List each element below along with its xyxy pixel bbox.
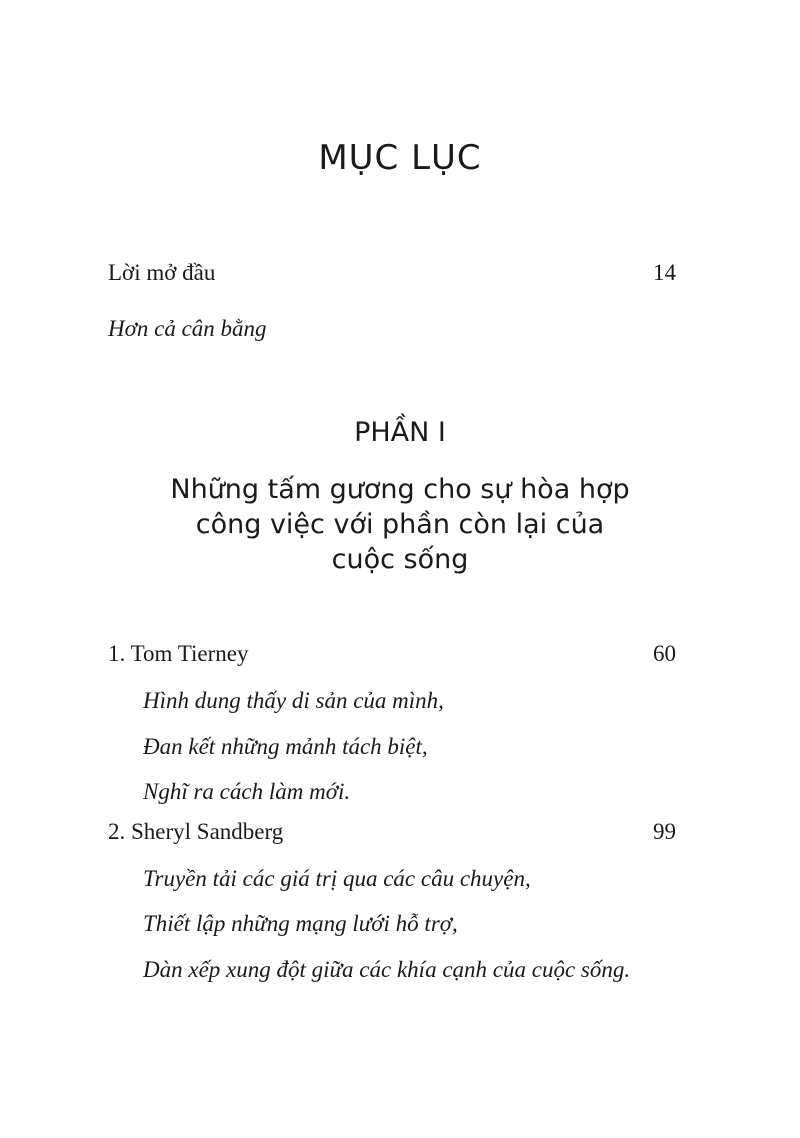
- toc-entry-subtitle: Nghĩ ra cách làm mới.: [143, 779, 351, 804]
- toc-entry-subtitle: Hình dung thấy di sản của mình,: [143, 688, 444, 713]
- toc-entry-page: 14: [653, 260, 676, 285]
- toc-entry-label: 2. Sheryl Sandberg: [108, 819, 284, 844]
- part-title-line: Những tấm gương cho sự hòa hợp: [170, 474, 630, 505]
- toc-entry-label: Lời mở đầu: [108, 260, 216, 285]
- toc-entry-subtitle: Đan kết những mảnh tách biệt,: [143, 734, 428, 759]
- part-title-line: cuộc sống: [331, 544, 469, 575]
- toc-entry-subtitle: Truyền tải các giá trị qua các câu chuyện,: [143, 866, 531, 891]
- toc-entry-chapter-1: [108, 641, 676, 667]
- page-title: MỤC LỤC: [318, 138, 482, 178]
- toc-entry-page: 60: [653, 641, 676, 666]
- toc-entry-subtitle: Hơn cả cân bằng: [108, 316, 267, 341]
- part-title-line: công việc với phần còn lại của: [195, 509, 605, 540]
- toc-entry-chapter-2: [108, 819, 676, 845]
- part-title: [0, 472, 800, 577]
- toc-entry-subtitle: Dàn xếp xung đột giữa các khía cạnh của cuộc sống.: [143, 957, 631, 982]
- toc-entry-subtitle: Thiết lập những mạng lưới hỗ trợ,: [143, 911, 458, 936]
- toc-entry-label: 1. Tom Tierney: [108, 641, 249, 666]
- toc-entry-page: 99: [653, 819, 676, 844]
- part-label: PHẦN I: [354, 417, 446, 448]
- toc-entry-preface: [108, 260, 676, 286]
